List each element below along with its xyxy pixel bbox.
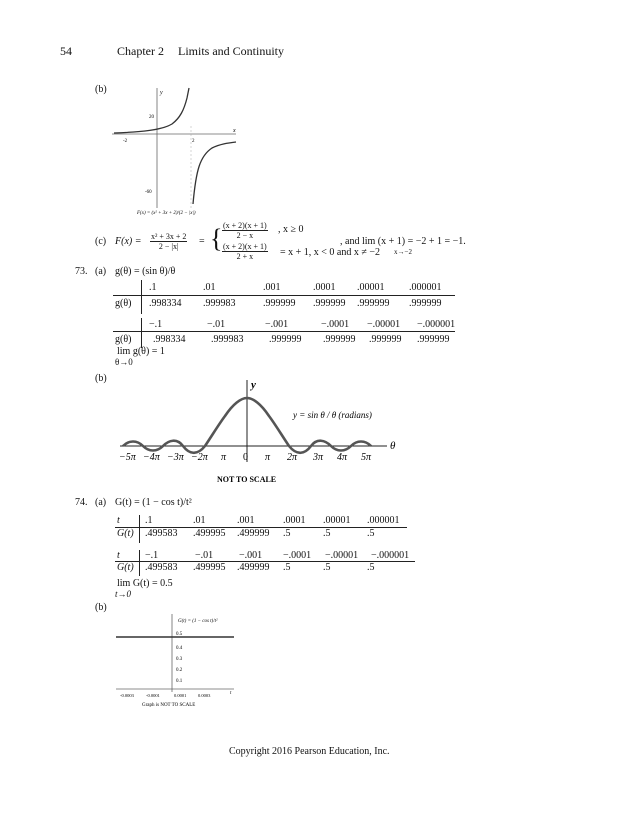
table-cell: .999999 bbox=[369, 334, 402, 345]
ytick-05: 0.5 bbox=[176, 632, 183, 637]
table-cell: .999999 bbox=[357, 298, 390, 309]
tick-2: 2 bbox=[192, 139, 195, 144]
xtick-0001: 0.0001 bbox=[174, 693, 187, 698]
tick-zero: 0 bbox=[243, 452, 248, 463]
table-cell: .999999 bbox=[323, 334, 356, 345]
row-label: g(θ) bbox=[115, 334, 132, 345]
table-cell: .01 bbox=[193, 515, 206, 526]
limit-sub-73: θ→0 bbox=[115, 357, 133, 367]
chapter-title: Limits and Continuity bbox=[178, 44, 285, 58]
table-cell: .499583 bbox=[145, 528, 178, 539]
tick-neg2pi: −2π bbox=[191, 452, 208, 463]
tick-20: 20 bbox=[149, 115, 154, 120]
y-axis-label: y bbox=[251, 379, 256, 391]
not-to-scale: NOT TO SCALE bbox=[217, 475, 277, 484]
t-axis-label: t bbox=[230, 691, 232, 696]
case1-fraction bbox=[222, 221, 268, 240]
brace: { bbox=[210, 224, 223, 253]
right-branch-curve bbox=[193, 142, 236, 204]
table-cell: .0001 bbox=[283, 515, 306, 526]
table-cell: .499999 bbox=[237, 562, 270, 573]
case1-den: 2 − x bbox=[236, 231, 254, 240]
table-cell: .5 bbox=[323, 528, 331, 539]
function-74: G(t) = (1 − cos t)/t² bbox=[115, 497, 192, 508]
graph-caption-72b: F(x) = (x² + 3x + 2)/(2 − |x|) bbox=[137, 211, 196, 216]
ytick-01: 0.1 bbox=[176, 679, 183, 684]
table-cell: .998334 bbox=[149, 298, 182, 309]
table-74-negative bbox=[115, 550, 435, 578]
table-cell: .00001 bbox=[323, 515, 351, 526]
tick-5pi: 5π bbox=[361, 452, 372, 463]
x-axis-label: x bbox=[233, 128, 236, 134]
case2-den: 2 + x bbox=[236, 252, 254, 261]
fraction-main-den: 2 − |x| bbox=[158, 242, 179, 251]
case1-condition: , x ≥ 0 bbox=[278, 224, 304, 235]
tick-2pi: 2π bbox=[287, 452, 298, 463]
table-cell: .000001 bbox=[367, 515, 400, 526]
table-cell: −.001 bbox=[265, 319, 289, 330]
table-cell: .5 bbox=[367, 528, 375, 539]
xtick-0003: 0.0003 bbox=[198, 693, 211, 698]
row-label: G(t) bbox=[117, 562, 134, 573]
graph-73b bbox=[115, 376, 405, 488]
table-cell: .499995 bbox=[193, 528, 226, 539]
xtick-neg0003: -0.0003 bbox=[120, 693, 134, 698]
table-cell: .0001 bbox=[313, 282, 336, 293]
table-cell: .999999 bbox=[417, 334, 450, 345]
table-cell: .499995 bbox=[193, 562, 226, 573]
tick-neg5pi: −5π bbox=[119, 452, 136, 463]
part-b-label-74: (b) bbox=[95, 602, 107, 613]
table-cell: .999999 bbox=[409, 298, 442, 309]
curve-label: y = sin θ / θ (radians) bbox=[293, 410, 372, 420]
table-cell: .01 bbox=[203, 282, 216, 293]
table-cell: −.00001 bbox=[367, 319, 401, 330]
t-label: t bbox=[117, 550, 120, 561]
theta-axis-label: θ bbox=[390, 440, 396, 452]
legend-74b: G(t) = (1 − cos t)/t² bbox=[178, 619, 218, 624]
table-cell: .999983 bbox=[211, 334, 244, 345]
table-cell: −.01 bbox=[207, 319, 226, 330]
part-c-label: (c) bbox=[95, 236, 107, 247]
table-cell: .001 bbox=[263, 282, 281, 293]
table-74-positive bbox=[115, 515, 435, 543]
table-73-positive bbox=[113, 280, 483, 314]
limit-74: lim G(t) = 0.5 bbox=[117, 578, 173, 589]
ytick-04: 0.4 bbox=[176, 646, 183, 651]
t-label: t bbox=[117, 515, 120, 526]
table-cell: .5 bbox=[323, 562, 331, 573]
left-branch-curve bbox=[114, 88, 189, 133]
graph-72b bbox=[112, 86, 242, 218]
tick-3pi: 3π bbox=[313, 452, 324, 463]
table-73-negative bbox=[113, 318, 483, 352]
tick-neg-pi: π bbox=[221, 452, 227, 463]
table-cell: .1 bbox=[145, 515, 153, 526]
table-cell: .001 bbox=[237, 515, 255, 526]
graph-74b bbox=[112, 612, 242, 708]
table-cell: −.00001 bbox=[325, 550, 359, 561]
table-cell: −.000001 bbox=[417, 319, 456, 330]
table-cell: −.0001 bbox=[321, 319, 350, 330]
ytick-03: 0.3 bbox=[176, 657, 183, 662]
case2-num: (x + 2)(x + 1) bbox=[223, 242, 267, 251]
table-cell: .998334 bbox=[153, 334, 186, 345]
tick-neg4pi: −4π bbox=[143, 452, 160, 463]
table-cell: −.0001 bbox=[283, 550, 312, 561]
limit-sub-72c: x→−2 bbox=[394, 248, 412, 256]
table-cell: .499999 bbox=[237, 528, 270, 539]
table-cell: −.001 bbox=[239, 550, 263, 561]
row-label: G(t) bbox=[117, 528, 134, 539]
case2-fraction bbox=[222, 242, 268, 261]
equals-sign: = bbox=[199, 236, 205, 247]
xtick-neg0001: -0.0001 bbox=[146, 693, 160, 698]
limit-73: lim g(θ) = 1 bbox=[117, 346, 165, 357]
table-cell: .5 bbox=[283, 562, 291, 573]
chapter-label: Chapter 2 bbox=[117, 44, 164, 58]
table-cell: .000001 bbox=[409, 282, 442, 293]
table-cell: −.1 bbox=[149, 319, 163, 330]
row-label: g(θ) bbox=[115, 298, 132, 309]
table-cell: .5 bbox=[367, 562, 375, 573]
copyright: Copyright 2016 Pearson Education, Inc. bbox=[229, 746, 390, 757]
tick-pi: π bbox=[265, 452, 271, 463]
table-cell: .999999 bbox=[269, 334, 302, 345]
f-of-x: F(x) = bbox=[115, 236, 142, 247]
tick-neg2: -2 bbox=[123, 139, 128, 144]
table-cell: .999999 bbox=[313, 298, 346, 309]
y-axis-label: y bbox=[160, 90, 163, 96]
limit-tail-72c: , and lim (x + 1) = −2 + 1 = −1. bbox=[340, 236, 466, 247]
part-a-label-73: (a) bbox=[95, 266, 107, 277]
part-b-label-73: (b) bbox=[95, 373, 107, 384]
limit-sub-74: t→0 bbox=[115, 589, 132, 599]
table-cell: −.000001 bbox=[371, 550, 410, 561]
page-number: 54 bbox=[60, 44, 72, 58]
case1-num: (x + 2)(x + 1) bbox=[223, 221, 267, 230]
table-cell: .999983 bbox=[203, 298, 236, 309]
table-cell: .1 bbox=[149, 282, 157, 293]
table-cell: .499583 bbox=[145, 562, 178, 573]
tick-4pi: 4π bbox=[337, 452, 348, 463]
tick-neg3pi: −3π bbox=[167, 452, 184, 463]
fraction-main bbox=[150, 232, 187, 251]
tick-neg60: -60 bbox=[145, 190, 152, 195]
table-cell: −.01 bbox=[195, 550, 214, 561]
case2-condition: = x + 1, x < 0 and x ≠ −2 bbox=[280, 247, 380, 258]
part-b-label-72: (b) bbox=[95, 84, 107, 95]
part-a-label-74: (a) bbox=[95, 497, 107, 508]
table-cell: .00001 bbox=[357, 282, 385, 293]
table-cell: −.1 bbox=[145, 550, 159, 561]
graph-caption-74b: Graph is NOT TO SCALE bbox=[142, 703, 196, 708]
table-cell: .5 bbox=[283, 528, 291, 539]
table-cell: .999999 bbox=[263, 298, 296, 309]
problem-number-74: 74. bbox=[75, 497, 88, 508]
ytick-02: 0.2 bbox=[176, 668, 183, 673]
function-73: g(θ) = (sin θ)/θ bbox=[115, 266, 176, 277]
fraction-main-num: x² + 3x + 2 bbox=[151, 232, 187, 241]
problem-number-73: 73. bbox=[75, 266, 88, 277]
